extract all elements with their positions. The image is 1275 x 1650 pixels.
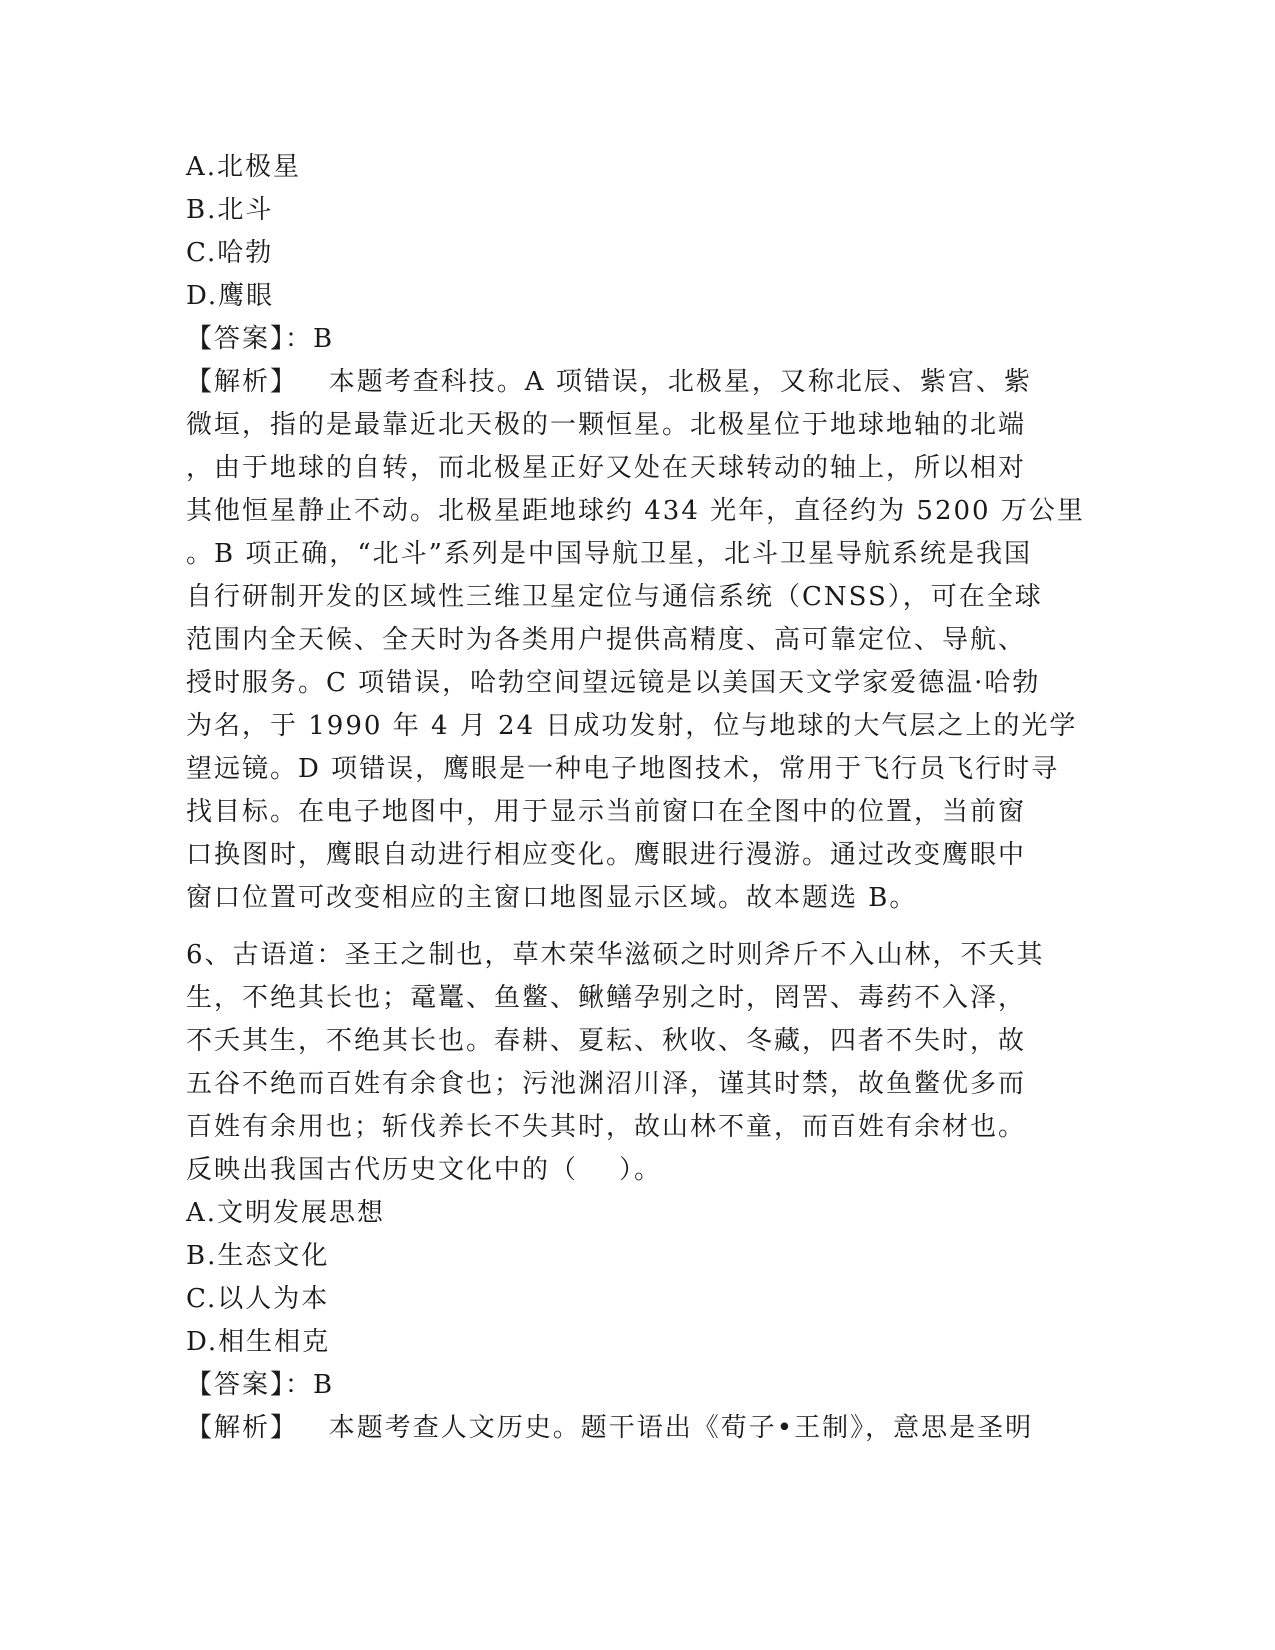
q6-analysis-line: 【解析】 本题考查人文历史。题干语出《荀子•王制》，意思是圣明 (186, 1413, 1034, 1443)
q5-options (186, 146, 1086, 318)
question-line: 反映出我国古代历史文化中的（ ）。 (186, 1155, 663, 1185)
analysis-line: 其他恒星静止不动。北极星距地球约 434 光年，直径约为 5200 万公里 (186, 496, 1085, 526)
analysis-line: 自行研制开发的区域性三维卫星定位与通信系统（CNSS），可在全球 (186, 582, 1043, 612)
q5-answer: 【答案】：B (186, 324, 335, 354)
option-a: A.文明发展思想 (186, 1198, 386, 1228)
option-d: D.相生相克 (186, 1327, 331, 1357)
question-line: 生，不绝其长也；鼋鼍、鱼鳖、鳅鳝孕别之时，罔罟、毒药不入泽， (186, 983, 1027, 1013)
section-gap (186, 920, 1086, 934)
option-b: B.生态文化 (186, 1241, 330, 1271)
option-b: B.北斗 (186, 195, 274, 225)
analysis-line: 授时服务。C 项错误，哈勃空间望远镜是以美国天文学家爱德温·哈勃 (186, 668, 1041, 698)
q6-answer: 【答案】：B (186, 1370, 335, 1400)
option-a: A.北极星 (186, 152, 302, 182)
analysis-line: 口换图时，鹰眼自动进行相应变化。鹰眼进行漫游。通过改变鹰眼中 (186, 840, 1027, 870)
analysis-line: 望远镜。D 项错误，鹰眼是一种电子地图技术，常用于飞行员飞行时寻 (186, 754, 1060, 784)
analysis-line: 【解析】 本题考查科技。A 项错误，北极星，又称北辰、紫宫、紫 (186, 367, 1032, 397)
question-line: 6、古语道：圣王之制也，草木荣华滋硕之时则斧斤不入山林，不夭其 (186, 940, 1045, 970)
q6-question (186, 934, 1086, 1192)
analysis-line: 。B 项正确，“北斗”系列是中国导航卫星，北斗卫星导航系统是我国 (186, 539, 1032, 569)
option-c: C.哈勃 (186, 238, 274, 268)
question-line: 百姓有余用也；斩伐养长不失其时，故山林不童，而百姓有余材也。 (186, 1112, 1027, 1142)
analysis-line: 为名，于 1990 年 4 月 24 日成功发射，位与地球的大气层之上的光学 (186, 711, 1078, 741)
q5-analysis (186, 361, 1086, 920)
analysis-line: 微垣，指的是最靠近北天极的一颗恒星。北极星位于地球地轴的北端 (186, 410, 1027, 440)
option-c: C.以人为本 (186, 1284, 330, 1314)
analysis-line: ，由于地球的自转，而北极星正好又处在天球转动的轴上，所以相对 (186, 453, 1027, 483)
q6-options (186, 1192, 1086, 1364)
document-page (186, 146, 1086, 1450)
analysis-line: 窗口位置可改变相应的主窗口地图显示区域。故本题选 B。 (186, 883, 918, 913)
question-line: 不夭其生，不绝其长也。春耕、夏耘、秋收、冬藏，四者不失时，故 (186, 1026, 1027, 1056)
option-d: D.鹰眼 (186, 281, 275, 311)
question-line: 五谷不绝而百姓有余食也；污池渊沼川泽，谨其时禁，故鱼鳖优多而 (186, 1069, 1027, 1099)
analysis-line: 范围内全天候、全天时为各类用户提供高精度、高可靠定位、导航、 (186, 625, 1027, 655)
analysis-line: 找目标。在电子地图中，用于显示当前窗口在全图中的位置，当前窗 (186, 797, 1027, 827)
